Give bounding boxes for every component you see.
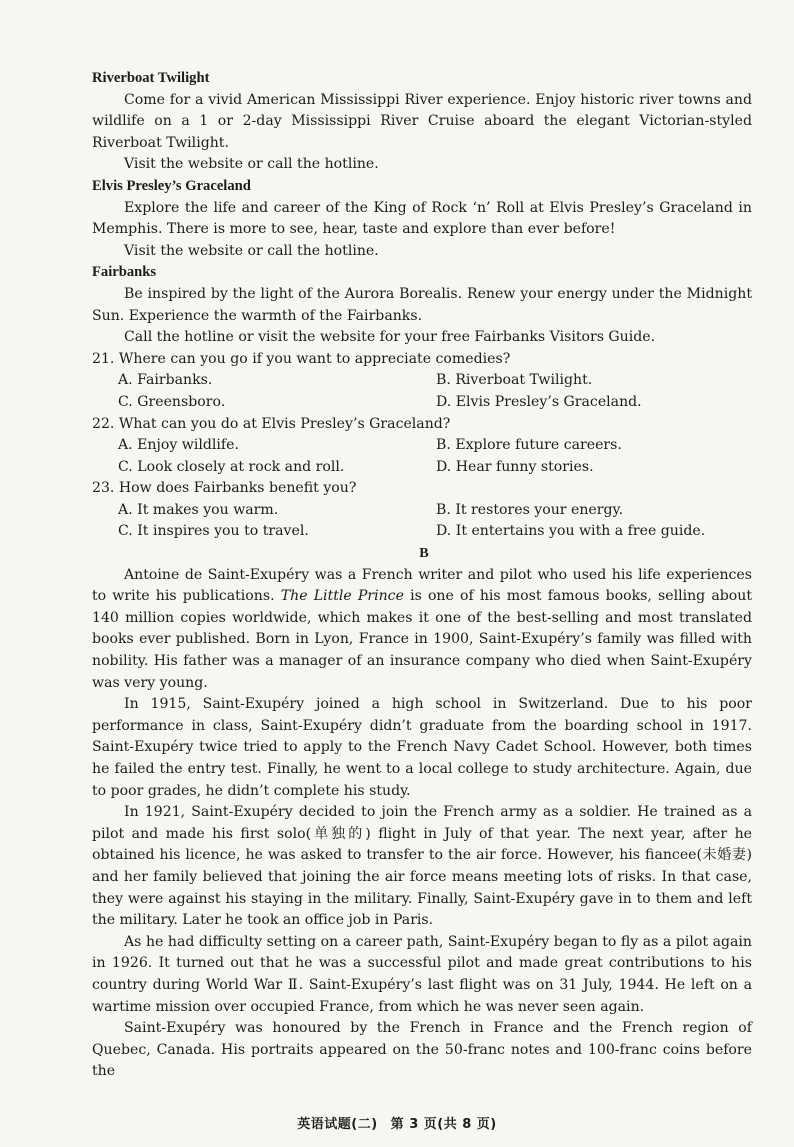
- option-a: A. Fairbanks.: [118, 372, 213, 389]
- option-c: C. Greensboro.: [118, 393, 226, 410]
- graceland-contact: Visit the website or call the hotline.: [124, 242, 379, 259]
- question-stem: 23. How does Fairbanks benefit you?: [92, 480, 357, 497]
- option-b: B. Explore future careers.: [436, 437, 622, 454]
- option-b: B. It restores your energy.: [436, 501, 624, 518]
- book-title: The Little Prince: [280, 588, 404, 605]
- question-stem: 22. What can you do at Elvis Presley’s Graceland?: [92, 415, 451, 432]
- riverboat-title: Riverboat Twilight: [92, 70, 210, 86]
- passage-b-paragraph-3: In 1921, Saint-Exupéry decided to join the French army as a soldier. He trained as a pilot and made his first solo(单独的) flight in July of that year. The next year, after he obtained his licence, he was asked to transfer to the air force. However, his fiancee(未婚妻) and her family believed that joining the air force means meeting lots of risks. In that case, they were against his staying in the military. Finally, Saint-Exupéry gave in to them and left the military. Later he took an office job in Paris.: [92, 804, 752, 929]
- passage-b-paragraph-1: [92, 565, 752, 695]
- option-d: D. Hear funny stories.: [436, 458, 594, 475]
- fairbanks-body: Be inspired by the light of the Aurora Borealis. Renew your energy under the Midnight Sun. Experience the warmth of the Fairbanks.: [92, 285, 752, 324]
- graceland-title: Elvis Presley’s Graceland: [92, 177, 251, 194]
- riverboat-body: Come for a vivid American Mississippi River experience. Enjoy historic river towns and wildlife on a 1 or 2-day Mississippi River Cruise aboard the elegant Victorian-styled Riverboat Twilight.: [92, 91, 752, 151]
- option-c: C. Look closely at rock and roll.: [118, 458, 345, 475]
- question-22: [92, 414, 752, 479]
- passage-b-paragraph-4: As he had difficulty setting on a career path, Saint-Exupéry began to fly as a pilot again in 1926. It turned out that he was a successful pilot and made great contributions to his country during World War Ⅱ. Saint-Exupéry’s last flight was on 31 July, 1944. He left on a wartime mission over occupied France, from which he was never seen again.: [92, 933, 752, 1015]
- option-a: A. It makes you warm.: [118, 501, 279, 518]
- riverboat-contact: Visit the website or call the hotline.: [124, 156, 379, 173]
- passage-b-paragraph-2: In 1915, Saint-Exupéry joined a high school in Switzerland. Due to his poor performance in class, Saint-Exupéry didn’t graduate from the boarding school in 1917. Saint-Exupéry twice tried to apply to the French Navy Cadet School. However, both times he failed the entry test. Finally, he went to a local college to study architecture. Again, due to poor grades, he didn’t complete his study.: [92, 696, 752, 799]
- option-a: A. Enjoy wildlife.: [118, 437, 239, 454]
- paragraph-text: Antoine de Saint-Exupéry was a French writer and pilot who used his life experiences to write his publications.: [92, 566, 752, 605]
- question-21: [92, 349, 752, 414]
- graceland-body: Explore the life and career of the King of Rock ‘n’ Roll at Elvis Presley’s Graceland in Memphis. There is more to see, hear, taste and explore than ever before!: [92, 199, 752, 238]
- option-b: B. Riverboat Twilight.: [436, 372, 593, 389]
- passage-b-paragraph-5: Saint-Exupéry was honoured by the French in France and the French region of Quebec, Canada. His portraits appeared on the 50-franc notes and 100-franc coins before the: [92, 1020, 752, 1080]
- fairbanks-title: Fairbanks: [92, 264, 157, 281]
- page-footer: [0, 1113, 794, 1132]
- section-b-label: B: [419, 545, 429, 562]
- question-23: [92, 478, 752, 543]
- option-d: D. Elvis Presley’s Graceland.: [436, 393, 642, 410]
- footer-page-number: 第 3 页(共 8 页): [390, 1117, 497, 1132]
- fairbanks-contact: Call the hotline or visit the website for your free Fairbanks Visitors Guide.: [124, 329, 656, 346]
- exam-page: [92, 68, 752, 1083]
- paragraph-text: is one of his most famous books, selling about 140 million copies worldwide, which makes it one of the best-selling and most translated books ever published. Born in Lyon, France in 1900, Saint-Exupéry’s family was filled with nobility. His father was a manager of an insurance company who died when Saint-Exupéry was very young.: [92, 588, 752, 691]
- option-d: D. It entertains you with a free guide.: [436, 523, 706, 540]
- option-c: C. It inspires you to travel.: [118, 523, 309, 540]
- question-stem: 21. Where can you go if you want to appreciate comedies?: [92, 350, 511, 367]
- footer-subject: 英语试题(二): [297, 1117, 378, 1132]
